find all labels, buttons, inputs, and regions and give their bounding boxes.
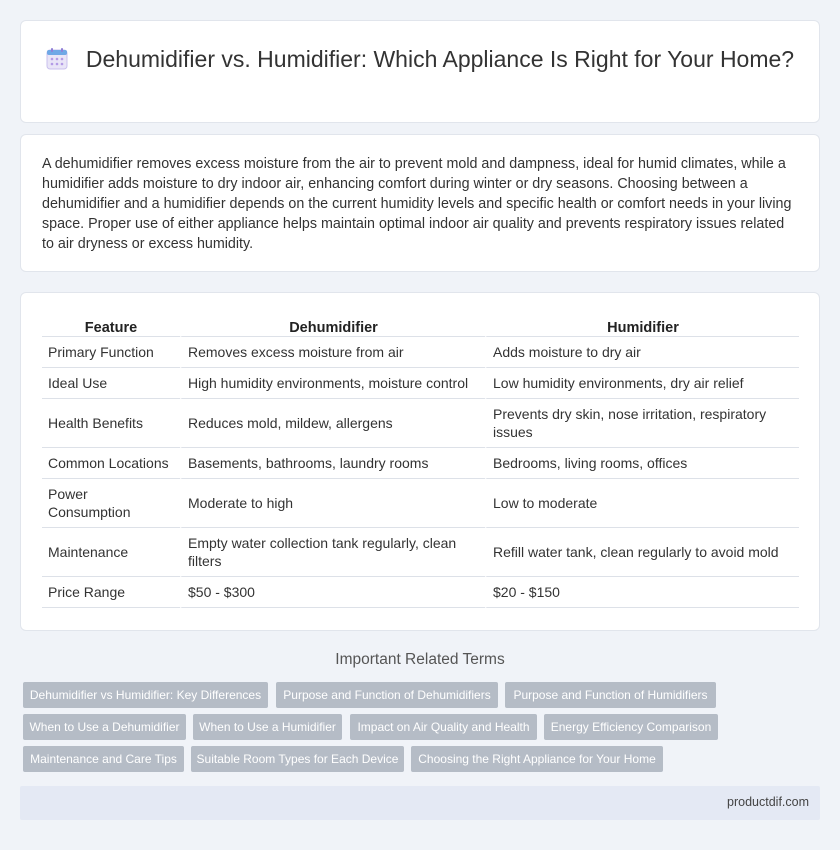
intro-paragraph: A dehumidifier removes excess moisture from the air to prevent mold and dampness, ideal for humid climates, while a humidifier adds moisture to dry indoor air, enhancing comfort during winter or dry seasons. Choosing between a dehumidifier and a humidifier depends on the current humidity levels and specific health or comfort needs in your living space. Proper use of either appliance helps maintain optimal indoor air quality and prevents respiratory issues related to air dryness or excess humidity. xyxy=(42,156,792,252)
tag-room-types[interactable]: Suitable Room Types for Each Device xyxy=(191,746,404,772)
title-card xyxy=(20,20,820,123)
humidifier-cell: $20 - $150 xyxy=(485,577,799,608)
feature-cell: Primary Function xyxy=(42,337,180,368)
tag-purpose-dehumidifiers[interactable]: Purpose and Function of Dehumidifiers xyxy=(276,682,498,708)
humidifier-cell: Low humidity environments, dry air relief xyxy=(485,368,799,399)
header-feature: Feature xyxy=(42,315,180,337)
dehumidifier-cell: Moderate to high xyxy=(180,479,485,528)
feature-cell: Power Consumption xyxy=(42,479,180,528)
table-header-row xyxy=(42,315,799,337)
tag-choosing-appliance[interactable]: Choosing the Right Appliance for Your Home xyxy=(411,746,663,772)
footer-site: productdif.com xyxy=(727,795,809,809)
feature-cell: Health Benefits xyxy=(42,399,180,448)
tag-when-humidifier[interactable]: When to Use a Humidifier xyxy=(193,714,342,740)
humidifier-cell: Refill water tank, clean regularly to avoid mold xyxy=(485,528,799,577)
calendar-icon xyxy=(46,47,68,69)
humidifier-cell: Bedrooms, living rooms, offices xyxy=(485,448,799,479)
dehumidifier-cell: Basements, bathrooms, laundry rooms xyxy=(180,448,485,479)
comparison-table xyxy=(42,315,799,608)
footer xyxy=(20,786,820,820)
dehumidifier-cell: Removes excess moisture from air xyxy=(180,337,485,368)
feature-cell: Ideal Use xyxy=(42,368,180,399)
page-title: Dehumidifier vs. Humidifier: Which Appliance Is Right for Your Home? xyxy=(85,46,795,72)
header-dehumidifier: Dehumidifier xyxy=(180,315,485,337)
table-row xyxy=(42,399,799,448)
tag-maintenance-care[interactable]: Maintenance and Care Tips xyxy=(23,746,184,772)
dehumidifier-cell: Reduces mold, mildew, allergens xyxy=(180,399,485,448)
dehumidifier-cell: $50 - $300 xyxy=(180,577,485,608)
feature-cell: Maintenance xyxy=(42,528,180,577)
comparison-card xyxy=(20,292,820,631)
feature-cell: Common Locations xyxy=(42,448,180,479)
dehumidifier-cell: Empty water collection tank regularly, clean filters xyxy=(180,528,485,577)
tag-when-dehumidifier[interactable]: When to Use a Dehumidifier xyxy=(23,714,186,740)
feature-cell: Price Range xyxy=(42,577,180,608)
page-title-wrap xyxy=(21,44,819,74)
dehumidifier-cell: High humidity environments, moisture control xyxy=(180,368,485,399)
intro-card xyxy=(20,134,820,272)
header-humidifier: Humidifier xyxy=(485,315,799,337)
tag-air-quality[interactable]: Impact on Air Quality and Health xyxy=(350,714,537,740)
tag-key-differences[interactable]: Dehumidifier vs Humidifier: Key Differences xyxy=(23,682,268,708)
humidifier-cell: Adds moisture to dry air xyxy=(485,337,799,368)
table-row xyxy=(42,479,799,528)
table-row xyxy=(42,337,799,368)
related-terms-heading: Important Related Terms xyxy=(335,651,505,668)
tag-purpose-humidifiers[interactable]: Purpose and Function of Humidifiers xyxy=(505,682,716,708)
humidifier-cell: Prevents dry skin, nose irritation, respiratory issues xyxy=(485,399,799,448)
table-row xyxy=(42,368,799,399)
humidifier-cell: Low to moderate xyxy=(485,479,799,528)
table-row xyxy=(42,448,799,479)
tag-energy-efficiency[interactable]: Energy Efficiency Comparison xyxy=(544,714,718,740)
table-row xyxy=(42,528,799,577)
table-row xyxy=(42,577,799,608)
